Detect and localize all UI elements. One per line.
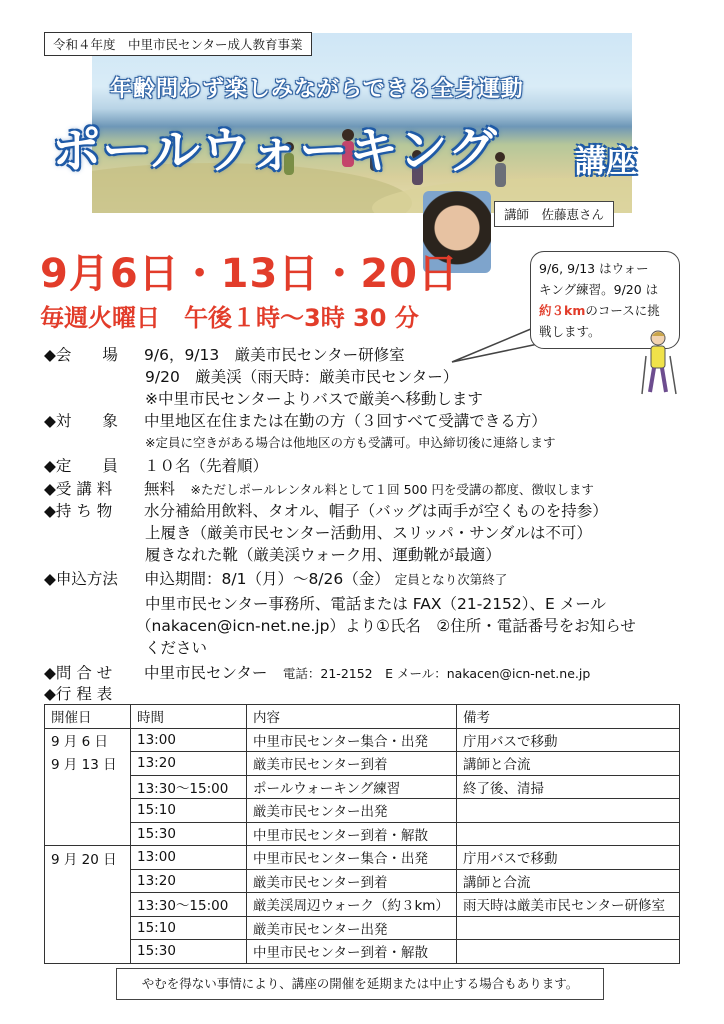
time-cell: 15:30 [131,940,247,964]
note-cell: 講師と合流 [457,869,680,893]
table-row [45,893,680,917]
fee-row [44,478,594,501]
note-cell [457,822,680,846]
date-cell [45,893,131,917]
note-cell [457,940,680,964]
venue-3: ※中里市民センターよりバスで厳美へ移動します [145,390,483,408]
content-cell: 中里市民センター集合・出発 [247,728,457,752]
items-2: 上履き（厳美市民センター活動用、スリッパ・サンダルは不可） [145,524,592,542]
note-cell: 雨天時は厳美市民センター研修室 [457,893,680,917]
date-cell: 9 月 20 日 [45,846,131,870]
items-row [44,500,608,522]
fee-note: ※ただしポールレンタル料として１回 500 円を受講の都度、徴収します [190,482,594,497]
time-cell: 15:10 [131,916,247,940]
table-row [45,728,680,752]
contact-label: ◆問 合 せ [44,664,113,682]
venue-label: ◆会 場 [44,346,118,364]
date-cell [45,916,131,940]
event-dates: 9月6日・13日・20日 [40,251,459,297]
date-cell: 9 月 6 日 [45,728,131,752]
target-label: ◆対 象 [44,412,118,430]
time-cell: 13:20 [131,752,247,776]
date-cell [45,799,131,823]
note-cell: 庁用バスで移動 [457,728,680,752]
venue-1: 9/6，9/13 厳美市民センター研修室 [144,346,405,364]
content-cell: 厳美市民センター到着 [247,869,457,893]
note-cell: 庁用バスで移動 [457,846,680,870]
note-cell [457,799,680,823]
time-cell: 15:10 [131,799,247,823]
content-cell: 中里市民センター到着・解散 [247,822,457,846]
bubble-line: キング練習。9/20 は [539,282,659,297]
table-header [45,705,680,729]
capacity-label: ◆定 員 [44,457,118,475]
footer-notice: やむを得ない事情により、講座の開催を延期または中止する場合もあります。 [116,968,604,1000]
column-header: 内容 [247,705,457,729]
apply-4: ください [145,639,208,657]
target-row [44,410,547,432]
contact-detail: 電話：21-2152 E メール：nakacen@icn-net.ne.jp [282,666,591,681]
distance-highlight: 約３km [539,303,586,318]
table-row [45,822,680,846]
table-row [45,940,680,964]
apply-row [44,568,507,591]
fee-label: ◆受 講 料 [44,480,113,498]
org-line: 令和４年度 中里市民センター成人教育事業 [44,32,312,56]
items-label: ◆持 ち 物 [44,502,113,520]
table-row [45,799,680,823]
capacity-value: １０名（先着順） [144,457,269,475]
content-cell: ポールウォーキング練習 [247,775,457,799]
page-title-suffix: 講座 [575,144,637,180]
content-cell: 厳美市民センター出発 [247,916,457,940]
time-cell: 15:30 [131,822,247,846]
table-row [45,775,680,799]
catchphrase: 年齢問わず楽しみながらできる全身運動 [110,77,524,102]
contact-name: 中里市民センター [144,664,268,682]
fee-main: 無料 [144,480,176,498]
items-3: 履きなれた靴（厳美渓ウォーク用、運動靴が最適） [145,546,501,564]
event-time: 毎週火曜日 午後１時～3時 30 分 [40,304,419,332]
bubble-tail [450,318,540,368]
apply-period-note: 定員となり次第終了 [394,572,508,587]
table-row [45,916,680,940]
date-cell [45,822,131,846]
apply-3: （nakacen@icn-net.ne.jp）より①氏名 ②住所・電話番号をお知らせ [136,617,636,635]
schedule-label: ◆行 程 表 [44,685,113,703]
note-cell: 終了後、清掃 [457,775,680,799]
note-cell: 講師と合流 [457,752,680,776]
apply-2: 中里市民センター事務所、電話または FAX（21-2152）、E メール [145,595,606,613]
table-row [45,846,680,870]
date-cell: 9 月 13 日 [45,752,131,776]
items-1: 水分補給用飲料、タオル、帽子（バッグは両手が空くものを持参） [144,502,608,520]
date-cell [45,869,131,893]
time-cell: 13:00 [131,728,247,752]
content-cell: 中里市民センター到着・解散 [247,940,457,964]
content-cell: 中里市民センター集合・出発 [247,846,457,870]
page-title: ポールウォーキング [52,122,498,179]
apply-label: ◆申込方法 [44,570,118,588]
column-header: 時間 [131,705,247,729]
target-2: ※定員に空きがある場合は他地区の方も受講可。申込締切後に連絡します [145,435,556,450]
column-header: 開催日 [45,705,131,729]
date-cell [45,775,131,799]
column-header: 備考 [457,705,680,729]
table-row [45,752,680,776]
bubble-line: 9/6, 9/13 はウォー [539,261,649,276]
target-1: 中里地区在住または在勤の方（３回すべて受講できる方） [144,412,547,430]
date-cell [45,940,131,964]
schedule-table [44,704,680,964]
contact-row [44,662,590,685]
table-row [45,869,680,893]
bubble-line: 約３kmのコースに挑 [539,303,660,318]
content-cell: 厳美市民センター出発 [247,799,457,823]
time-cell: 13:00 [131,846,247,870]
capacity-row [44,455,268,477]
apply-period: 申込期間：8/1（月）～8/26（金） [144,570,390,588]
walker-illustration [636,328,686,398]
note-cell [457,916,680,940]
content-cell: 厳美市民センター到着 [247,752,457,776]
content-cell: 厳美渓周辺ウォーク（約３km） [247,893,457,917]
lecturer-label: 講師 佐藤恵さん [494,201,614,227]
time-cell: 13:30～15:00 [131,893,247,917]
venue-2: 9/20 厳美渓（雨天時：厳美市民センター） [145,368,459,386]
time-cell: 13:30～15:00 [131,775,247,799]
venue-row [44,344,405,366]
time-cell: 13:20 [131,869,247,893]
bubble-line: 戦します。 [539,324,601,339]
